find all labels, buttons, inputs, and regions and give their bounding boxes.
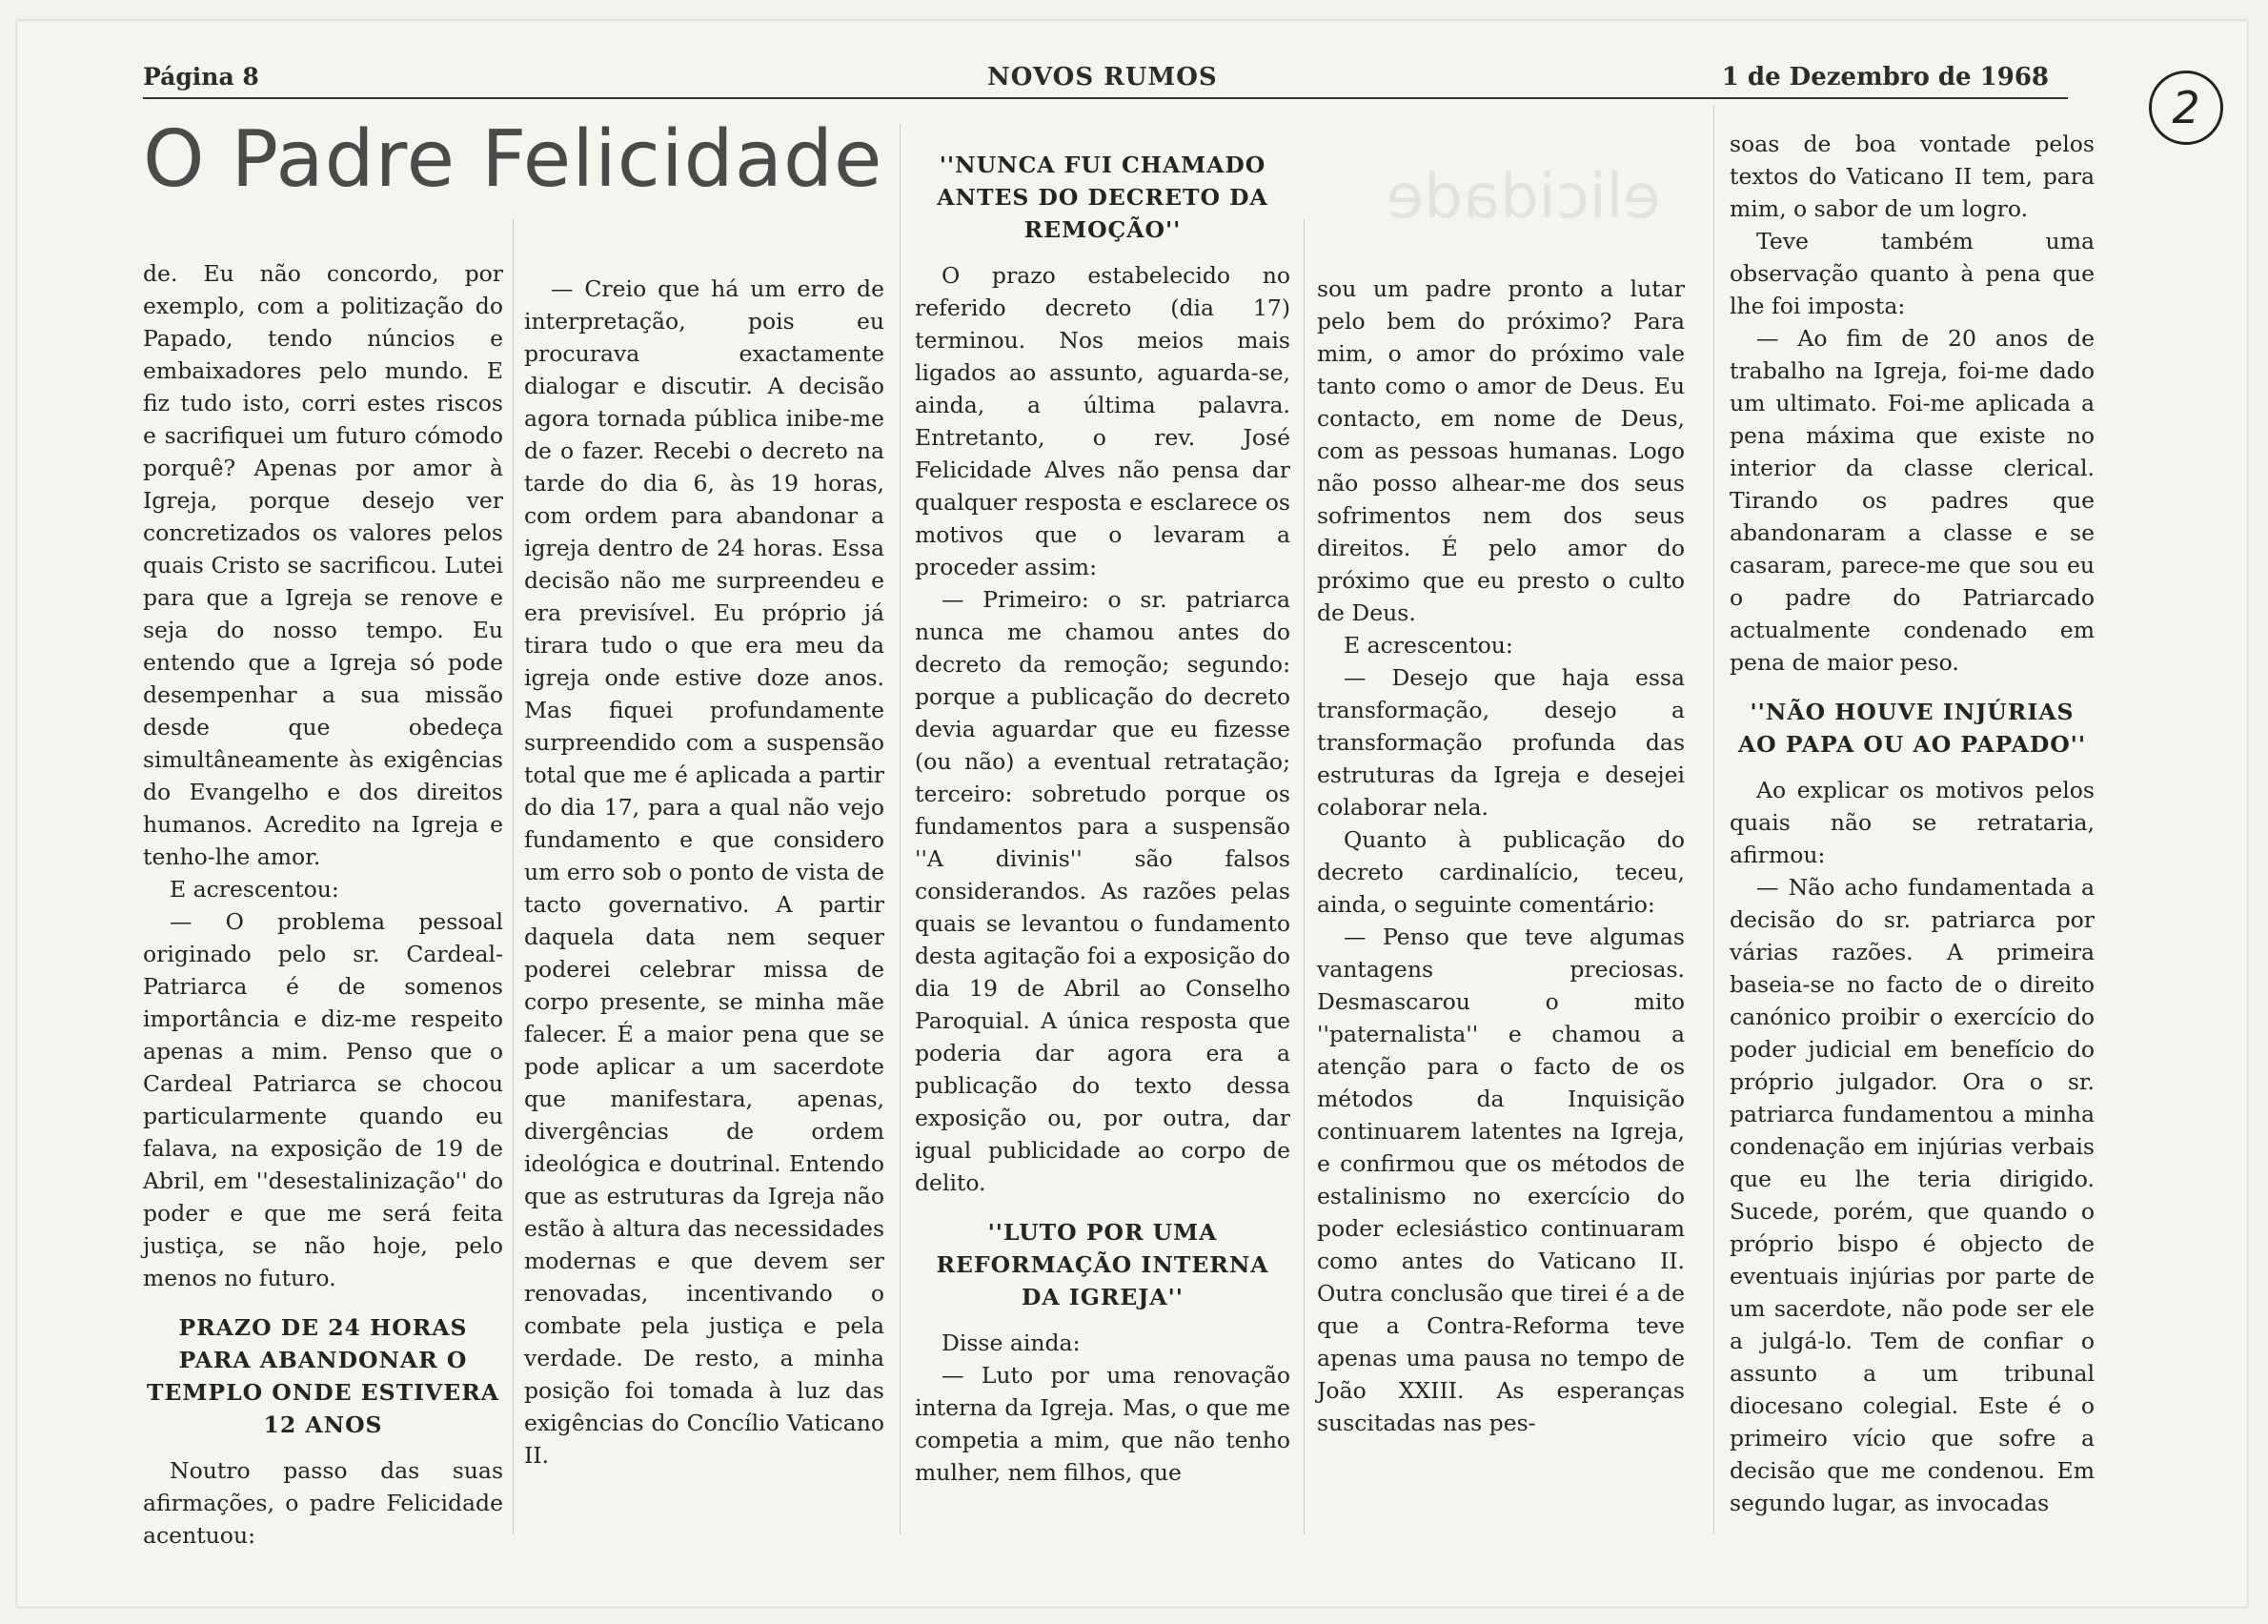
paragraph: — Não acho fundamentada a decisão do sr. patriarca por várias razões. A primeira baseia-se no facto de o direito canónico proibir o exercício do poder judicial em benefício do próprio julgador. Ora o sr. patriarca fundamentou a minha condenação em injúrias verbais que eu lhe teria dirigido. Sucede, porém, que quando o próprio bispo é objecto de eventuais injúrias por parte de um sacerdote, não pode ser ele a julgá-lo. Tem de confiar o assunto a um tribunal diocesano colegial. Este é o primeiro vício que sofre a decisão que me condenou. Em segundo lugar, as invocadas: [1730, 874, 2095, 1516]
paragraph: Noutro passo das suas afirmações, o padre Felicidade acentuou:: [143, 1457, 503, 1549]
newspaper-name: NOVOS RUMOS: [987, 63, 1218, 91]
article-title: O Padre Felicidade: [143, 114, 883, 205]
paragraph: — Ao fim de 20 anos de trabalho na Igreja, foi-me dado um ultimato. Foi-me aplicada a pena máxima que existe no interior da classe clerical. Tirando os padres que abandonaram a classe e se casaram, parece-me que sou eu o padre do Patriarcado actualmente condenado em pena de maior peso.: [1730, 325, 2095, 676]
section-subhead: PRAZO DE 24 HORAS PARA ABANDONAR O TEMPLO ONDE ESTIVERA 12 ANOS: [147, 1314, 499, 1438]
article-column-5: [1730, 128, 2095, 1519]
paragraph: soas de boa vontade pelos textos do Vaticano II tem, para mim, o sabor de um logro.: [1730, 131, 2095, 222]
bleed-through-text: elicidade: [1387, 162, 1661, 233]
article-column-4: [1317, 273, 1685, 1439]
article-column-2: [524, 273, 884, 1472]
paragraph: Teve também uma observação quanto à pena que lhe foi imposta:: [1730, 228, 2095, 319]
article-column-3: [915, 149, 1290, 1489]
handwritten-page-annotation: 2: [2149, 71, 2223, 145]
section-subhead: ''NÃO HOUVE INJÚRIAS AO PAPA OU AO PAPADO'': [1737, 699, 2087, 758]
paragraph: — Creio que há um erro de interpretação, pois eu procurava exactamente dialogar e discutir. A decisão agora tornada pública inibe-me de o fazer. Recebi o decreto na tarde do dia 6, às 19 horas, com ordem para abandonar a igreja dentro de 24 horas. Essa decisão não me surpreendeu e era previsível. Eu próprio já tirara tudo o que era meu da igreja onde estive doze anos. Mas fiquei profundamente surpreendido com a suspensão total que me é aplicada a partir do dia 17, para a qual não vejo fundamento e que considero um erro sob o ponto de vista de tacto governativo. A partir daquela data nem sequer poderei celebrar missa de corpo presente, se minha mãe falecer. É a maior pena que se pode aplicar a um sacerdote que manifestara, apenas, divergências de ordem ideológica e doutrinal. Entendo que as estruturas da Igreja não estão à altura das necessidades modernas e que devem ser renovadas, incentivando o combate pela justiça e pela verdade. De resto, a minha posição foi tomada à luz das exigências do Concílio Vaticano II.: [524, 275, 884, 1469]
section-subhead: ''LUTO POR UMA REFORMAÇÃO INTERNA DA IGREJA'': [936, 1219, 1269, 1310]
issue-date: 1 de Dezembro de 1968: [1721, 63, 2049, 91]
paragraph: de. Eu não concordo, por exemplo, com a politização do Papado, tendo núncios e embaixadores pelo mundo. E fiz tudo isto, corri estes riscos e sacrifiquei um futuro cómodo porquê? Apenas por amor à Igreja, porque desejo ver concretizados os valores pelos quais Cristo se sacrificou. Lutei para que a Igreja se renove e seja do nosso tempo. Eu entendo que a Igreja só pode desempenhar a sua missão desde que obedeça simultâneamente às exigências do Evangelho e dos direitos humanos. Acredito na Igreja e tenho-lhe amor.: [143, 260, 503, 870]
column-divider: [1304, 219, 1305, 1534]
column-divider: [513, 219, 514, 1534]
paragraph: — Primeiro: o sr. patriarca nunca me chamou antes do decreto da remoção; segundo: porque a publicação do decreto devia aguardar que eu fizesse (ou não) a eventual retratação; terceiro: sobretudo porque os fundamentos para a suspensão ''A divinis'' são falsos considerandos. As razões pelas quais se levantou o fundamento desta agitação foi a exposição do dia 19 de Abril ao Conselho Paroquial. A única resposta que poderia dar agora era a publicação do texto dessa exposição ou, por outra, dar igual publicidade ao corpo de delito.: [915, 586, 1290, 1196]
paragraph: O prazo estabelecido no referido decreto (dia 17) terminou. Nos meios mais ligados ao assunto, aguarda-se, ainda, a última palavra. Entretanto, o rev. José Felicidade Alves não pensa dar qualquer resposta e esclarece os motivos que o levaram a proceder assim:: [915, 262, 1290, 580]
paragraph: E acrescentou:: [170, 876, 339, 903]
paragraph: Quanto à publicação do decreto cardinalício, teceu, ainda, o seguinte comentário:: [1317, 826, 1685, 918]
section-subhead: ''NUNCA FUI CHAMADO ANTES DO DECRETO DA REMOÇÃO'': [937, 152, 1268, 243]
paragraph: sou um padre pronto a lutar pelo bem do próximo? Para mim, o amor do próximo vale tanto como o amor de Deus. Eu contacto, em nome de Deus, com as pessoas humanas. Logo não posso alhear-me dos seus sofrimentos nem dos seus direitos. É pelo amor do próximo que eu presto o culto de Deus.: [1317, 275, 1685, 626]
paragraph: — Penso que teve algumas vantagens preciosas. Desmascarou o mito ''paternalista'' e chamou a atenção para o facto de os métodos da Inquisição continuarem latentes na Igreja, e confirmou que os métodos de estalinismo no exercício do poder eclesiástico continuaram como antes do Vaticano II. Outra conclusão que tirei é a de que a Contra-Reforma teve apenas uma pausa no tempo de João XXIII. As esperanças suscitadas nas pes-: [1317, 924, 1685, 1436]
paragraph: E acrescentou:: [1344, 632, 1513, 659]
page-number: Página 8: [143, 63, 259, 91]
column-divider: [1713, 105, 1714, 1534]
paragraph: — O problema pessoal originado pelo sr. Cardeal-Patriarca é de somenos importância e diz-me respeito apenas a mim. Penso que o Cardeal Patriarca se chocou particularmente quando eu falava, na exposição de 19 de Abril, em ''desestalinização'' do poder e que me será feita justiça, se não hoje, pelo menos no futuro.: [143, 908, 503, 1291]
page-header: [143, 59, 2068, 99]
paragraph: Ao explicar os motivos pelos quais não se retrataria, afirmou:: [1730, 777, 2095, 868]
column-divider: [900, 124, 901, 1534]
paragraph: — Desejo que haja essa transformação, desejo a transformação profunda das estruturas da Igreja e desejei colaborar nela.: [1317, 664, 1685, 821]
article-column-1: [143, 257, 503, 1552]
paragraph: Disse ainda:: [942, 1330, 1081, 1356]
paragraph: — Luto por uma renovação interna da Igreja. Mas, o que me competia a mim, que não tenho mulher, nem filhos, que: [915, 1362, 1290, 1486]
